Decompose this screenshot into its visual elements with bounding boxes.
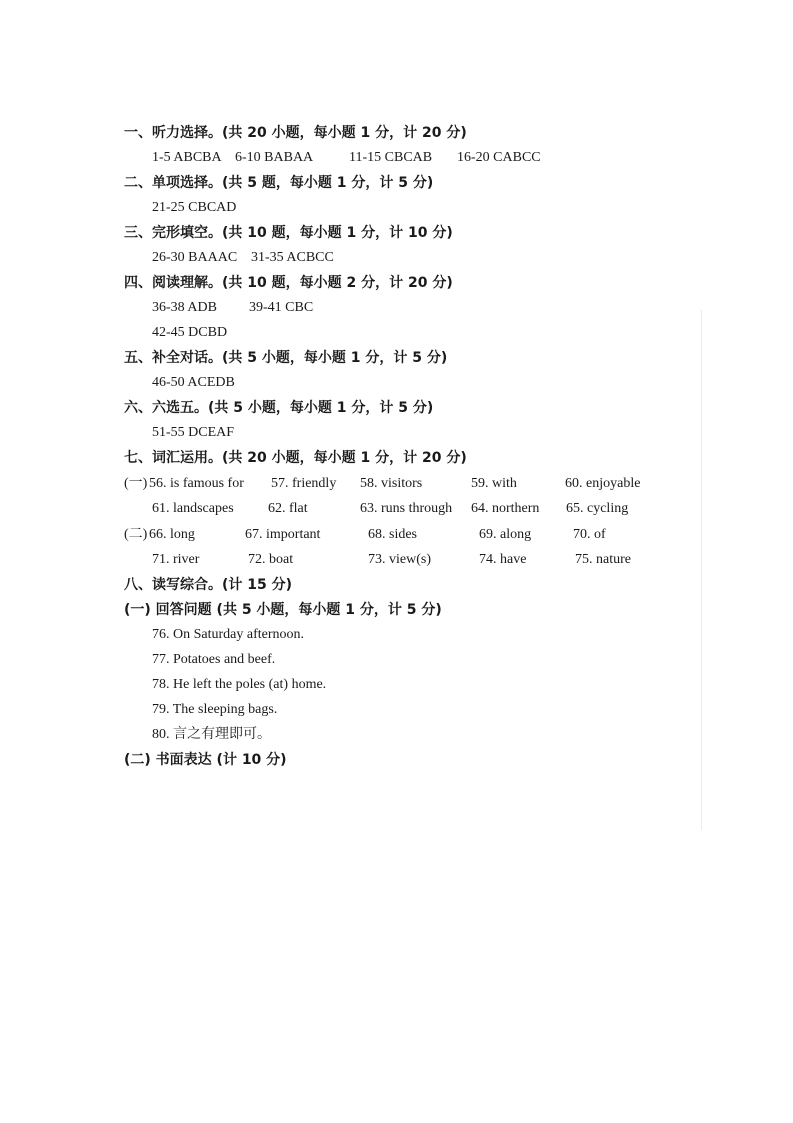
section-1-heading: 一、听力选择。(共 20 小题，每小题 1 分，计 20 分) (124, 125, 467, 141)
answer-64: 64. northern (471, 501, 540, 516)
answer-31-35: 31-35 ACBCC (251, 250, 334, 265)
answer-74: 74. have (479, 552, 527, 567)
answer-80: 80. 言之有理即可。 (152, 727, 271, 742)
answer-68: 68. sides (368, 527, 417, 542)
section-8-heading: 八、读写综合。(计 15 分) (124, 577, 293, 593)
answer-71: 71. river (152, 552, 200, 567)
section-2-heading: 二、单项选择。(共 5 题，每小题 1 分，计 5 分) (124, 175, 434, 191)
section-8-sub2-heading: (二) 书面表达 (计 10 分) (124, 752, 287, 768)
answer-46-50: 46-50 ACEDB (152, 375, 235, 390)
answer-42-45: 42-45 DCBD (152, 325, 228, 340)
answer-73: 73. view(s) (368, 552, 431, 567)
answer-59: 59. with (471, 476, 517, 491)
answer-61: 61. landscapes (152, 501, 234, 516)
scan-edge-line (701, 310, 702, 830)
answer-39-41: 39-41 CBC (249, 300, 314, 315)
answer-1-5: 1-5 ABCBA (152, 150, 222, 165)
part-1-label: (一) (124, 476, 148, 491)
answer-62: 62. flat (268, 501, 308, 516)
answer-51-55: 51-55 DCEAF (152, 425, 235, 440)
answer-36-38: 36-38 ADB (152, 300, 217, 315)
answer-65: 65. cycling (566, 501, 629, 516)
answer-16-20: 16-20 CABCC (457, 150, 541, 165)
answer-70: 70. of (573, 527, 606, 542)
answer-26-30: 26-30 BAAAC (152, 250, 238, 265)
section-8-sub1-heading: (一) 回答问题 (共 5 小题，每小题 1 分，计 5 分) (124, 602, 442, 618)
section-4-heading: 四、阅读理解。(共 10 题，每小题 2 分，计 20 分) (124, 275, 453, 291)
answer-78: 78. He left the poles (at) home. (152, 677, 327, 692)
answer-21-25: 21-25 CBCAD (152, 200, 237, 215)
section-3-heading: 三、完形填空。(共 10 题，每小题 1 分，计 10 分) (124, 225, 453, 241)
answer-58: 58. visitors (360, 476, 423, 491)
answer-77: 77. Potatoes and beef. (152, 652, 276, 667)
answer-67: 67. important (245, 527, 321, 542)
answer-60: 60. enjoyable (565, 476, 641, 491)
answer-6-10: 6-10 BABAA (235, 150, 314, 165)
answer-11-15: 11-15 CBCAB (349, 150, 433, 165)
section-5-heading: 五、补全对话。(共 5 小题，每小题 1 分，计 5 分) (124, 350, 448, 366)
part-2-label: (二) (124, 527, 148, 542)
answer-66: 66. long (149, 527, 195, 542)
answer-56: 56. is famous for (149, 476, 244, 491)
answer-72: 72. boat (248, 552, 294, 567)
answer-79: 79. The sleeping bags. (152, 702, 278, 717)
answer-63: 63. runs through (360, 501, 453, 516)
answer-76: 76. On Saturday afternoon. (152, 627, 305, 642)
section-6-heading: 六、六选五。(共 5 小题，每小题 1 分，计 5 分) (124, 400, 434, 416)
answer-57: 57. friendly (271, 476, 337, 491)
answer-75: 75. nature (575, 552, 631, 567)
section-7-heading: 七、词汇运用。(共 20 小题，每小题 1 分，计 20 分) (124, 450, 467, 466)
answer-69: 69. along (479, 527, 532, 542)
